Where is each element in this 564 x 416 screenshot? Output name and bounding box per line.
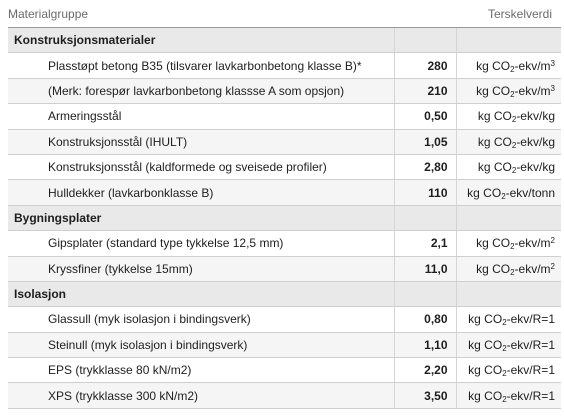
group-row bbox=[8, 205, 561, 230]
unit-cell bbox=[456, 383, 561, 408]
table-row bbox=[8, 78, 561, 103]
unit-subscript: 2 bbox=[501, 191, 506, 201]
unit-prefix: kg CO bbox=[468, 388, 503, 403]
threshold-value: 1,05 bbox=[394, 129, 456, 154]
unit-subscript: 2 bbox=[502, 318, 507, 328]
table-row bbox=[8, 180, 561, 205]
unit-suffix: -ekv/R=1 bbox=[506, 312, 555, 327]
unit-cell bbox=[456, 53, 561, 78]
material-name: Armeringsstål bbox=[8, 104, 394, 129]
unit-cell bbox=[456, 231, 561, 256]
group-unit-cell bbox=[456, 205, 561, 230]
threshold-value: 280 bbox=[394, 53, 456, 78]
unit-superscript: 3 bbox=[550, 58, 555, 68]
material-name: (Merk: forespør lavkarbonbetong klassse A som opsjon) bbox=[8, 78, 394, 103]
group-name: Isolasjon bbox=[8, 281, 394, 306]
unit-cell bbox=[456, 180, 561, 205]
unit-prefix: kg CO bbox=[476, 58, 511, 73]
group-value-cell bbox=[394, 205, 456, 230]
unit-subscript: 2 bbox=[511, 166, 517, 176]
unit-suffix: -ekv/m bbox=[514, 236, 551, 251]
unit-prefix: kg CO bbox=[467, 185, 502, 200]
table-row bbox=[8, 53, 561, 78]
group-row bbox=[8, 28, 561, 53]
threshold-value: 2,80 bbox=[394, 154, 456, 179]
table-row bbox=[8, 332, 561, 357]
material-name: Konstruksjonsstål (IHULT) bbox=[8, 129, 394, 154]
table-row bbox=[8, 358, 561, 383]
unit-prefix: kg CO bbox=[468, 312, 503, 327]
group-name: Bygningsplater bbox=[8, 205, 394, 230]
unit-cell bbox=[456, 78, 561, 103]
threshold-value: 2,20 bbox=[394, 358, 456, 383]
unit-superscript: 2 bbox=[550, 261, 555, 271]
unit-superscript: 3 bbox=[550, 83, 555, 93]
unit-suffix: -ekv/kg bbox=[516, 160, 555, 175]
unit-prefix: kg CO bbox=[468, 337, 503, 352]
unit-suffix: -ekv/m bbox=[514, 58, 551, 73]
unit-superscript: 2 bbox=[550, 236, 555, 246]
unit-subscript: 2 bbox=[511, 140, 517, 150]
unit-suffix: -ekv/kg bbox=[516, 109, 555, 124]
unit-cell bbox=[456, 256, 561, 281]
group-row bbox=[8, 281, 561, 306]
unit-prefix: kg CO bbox=[477, 134, 512, 149]
unit-prefix: kg CO bbox=[476, 261, 511, 276]
table-row bbox=[8, 383, 561, 408]
table-body bbox=[8, 28, 561, 408]
unit-prefix: kg CO bbox=[468, 363, 503, 378]
unit-subscript: 2 bbox=[502, 369, 507, 379]
unit-subscript: 2 bbox=[502, 343, 507, 353]
unit-cell bbox=[456, 154, 561, 179]
unit-cell bbox=[456, 104, 561, 129]
unit-suffix: -ekv/R=1 bbox=[506, 388, 555, 403]
unit-suffix: -ekv/kg bbox=[516, 134, 555, 149]
threshold-value: 0,80 bbox=[394, 307, 456, 332]
unit-subscript: 2 bbox=[510, 242, 515, 252]
material-name: XPS (trykklasse 300 kN/m2) bbox=[8, 383, 394, 408]
threshold-value: 11,0 bbox=[394, 256, 456, 281]
table-row bbox=[8, 256, 561, 281]
column-header-material-group: Materialgruppe bbox=[8, 7, 89, 21]
unit-cell bbox=[456, 129, 561, 154]
material-name: Glassull (myk isolasjon i bindingsverk) bbox=[8, 307, 394, 332]
material-name: Plasstøpt betong B35 (tilsvarer lavkarbonbetong klasse B)* bbox=[8, 53, 394, 78]
group-value-cell bbox=[394, 28, 456, 53]
threshold-value: 1,10 bbox=[394, 332, 456, 357]
unit-subscript: 2 bbox=[502, 394, 507, 404]
material-name: Hulldekker (lavkarbonklasse B) bbox=[8, 180, 394, 205]
unit-prefix: kg CO bbox=[476, 236, 511, 251]
threshold-value: 2,1 bbox=[394, 231, 456, 256]
unit-prefix: kg CO bbox=[476, 83, 511, 98]
column-header-threshold: Terskelverdi bbox=[487, 7, 552, 21]
unit-cell bbox=[456, 358, 561, 383]
unit-subscript: 2 bbox=[510, 267, 515, 277]
table-row bbox=[8, 129, 561, 154]
threshold-table bbox=[8, 28, 561, 409]
material-name: EPS (trykklasse 80 kN/m2) bbox=[8, 358, 394, 383]
threshold-value: 110 bbox=[394, 180, 456, 205]
unit-suffix: -ekv/R=1 bbox=[506, 363, 555, 378]
group-unit-cell bbox=[456, 28, 561, 53]
group-unit-cell bbox=[456, 281, 561, 306]
table-header bbox=[0, 0, 564, 28]
table-row bbox=[8, 104, 561, 129]
threshold-value: 0,50 bbox=[394, 104, 456, 129]
table-row bbox=[8, 307, 561, 332]
unit-suffix: -ekv/tonn bbox=[505, 185, 555, 200]
unit-suffix: -ekv/R=1 bbox=[506, 337, 555, 352]
unit-suffix: -ekv/m bbox=[514, 261, 551, 276]
threshold-value: 210 bbox=[394, 78, 456, 103]
unit-cell bbox=[456, 307, 561, 332]
material-name: Steinull (myk isolasjon i bindingsverk) bbox=[8, 332, 394, 357]
material-name: Kryssfiner (tykkelse 15mm) bbox=[8, 256, 394, 281]
unit-subscript: 2 bbox=[510, 89, 515, 99]
unit-subscript: 2 bbox=[511, 115, 517, 125]
group-name: Konstruksjonsmaterialer bbox=[8, 28, 394, 53]
table-row bbox=[8, 231, 561, 256]
threshold-value: 3,50 bbox=[394, 383, 456, 408]
unit-prefix: kg CO bbox=[477, 160, 512, 175]
unit-prefix: kg CO bbox=[477, 109, 512, 124]
material-name: Konstruksjonsstål (kaldformede og sveisede profiler) bbox=[8, 154, 394, 179]
material-name: Gipsplater (standard type tykkelse 12,5 mm) bbox=[8, 231, 394, 256]
group-value-cell bbox=[394, 281, 456, 306]
unit-suffix: -ekv/m bbox=[514, 83, 551, 98]
unit-cell bbox=[456, 332, 561, 357]
unit-subscript: 2 bbox=[510, 64, 515, 74]
table-row bbox=[8, 154, 561, 179]
